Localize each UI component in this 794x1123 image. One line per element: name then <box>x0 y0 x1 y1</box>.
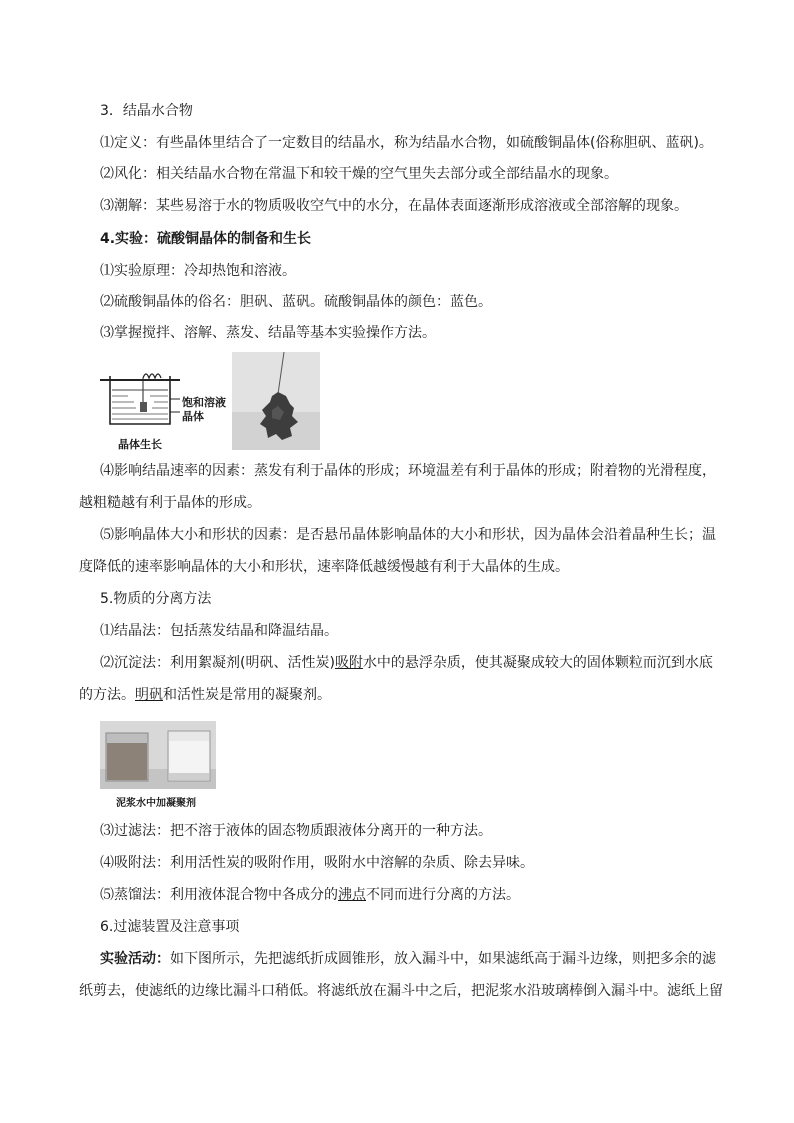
section-6-heading: 6.过滤装置及注意事项 <box>100 919 240 935</box>
section-3-heading: 3．结晶水合物 <box>100 103 193 119</box>
size-factors-line-2: 度降低的速率影响晶体的大小和形状，速率降低越缓慢越有利于大晶体的生成。 <box>79 559 569 575</box>
sedimentation-text-a: ⑵沉淀法：利用絮凝剂(明矾、活性炭) <box>100 655 335 671</box>
rate-factors-line-2: 越粗糙越有利于晶体的形成。 <box>79 495 261 511</box>
sedimentation-text-b: 水中的悬浮杂质，使其凝聚成较大的固体颗粒而沉到水底 <box>362 655 713 671</box>
crystallization-line: ⑴结晶法：包括蒸发结晶和降温结晶。 <box>100 623 338 639</box>
crystal-photo <box>232 352 320 450</box>
efflorescence-line: ⑵风化：相关结晶水合物在常温下和较干燥的空气里失去部分或全部结晶水的现象。 <box>100 166 618 182</box>
beakers-caption: 泥浆水中加凝聚剂 <box>116 798 196 809</box>
filtration-line: ⑶过滤法：把不溶于液体的固态物质跟液体分离开的一种方法。 <box>100 823 492 839</box>
distillation-text-a: ⑸蒸馏法：利用液体混合物中各成分的 <box>100 887 338 903</box>
alum-term: 明矾 <box>135 687 163 703</box>
section-5-heading: 5.物质的分离方法 <box>100 591 212 607</box>
size-factors-line-1: ⑸影响晶体大小和形状的因素：是否悬吊晶体影响晶体的大小和形状，因为晶体会沿着晶种生长；温 <box>100 527 716 543</box>
distillation-line <box>100 885 730 905</box>
sedimentation-line-2 <box>79 685 729 705</box>
beakers-photo <box>100 721 216 789</box>
deliquescence-line: ⑶潮解：某些易溶于水的物质吸收空气中的水分，在晶体表面逐渐形成溶液或全部溶解的现象。 <box>100 198 688 214</box>
adsorb-term: 吸附 <box>334 655 363 671</box>
names-line: ⑵硫酸铜晶体的俗名：胆矾、蓝矾。硫酸铜晶体的颜色：蓝色。 <box>100 294 492 310</box>
definition-line: ⑴定义：有些晶体里结合了一定数目的结晶水，称为结晶水合物，如硫酸铜晶体(俗称胆矾、蓝矾)。 <box>100 135 713 151</box>
distillation-text-b: 不同而进行分离的方法。 <box>366 887 520 903</box>
crystal-growth-caption: 晶体生长 <box>118 438 162 451</box>
operations-line: ⑶掌握搅拌、溶解、蒸发、结晶等基本实验操作方法。 <box>100 325 436 341</box>
adsorption-line: ⑷吸附法：利用活性炭的吸附作用，吸附水中溶解的杂质、除去异味。 <box>100 855 534 871</box>
saturated-solution-label: 饱和溶液 <box>182 396 226 409</box>
crystal-label: 晶体 <box>182 410 204 423</box>
sedimentation-text-d: 和活性炭是常用的凝聚剂。 <box>163 687 331 703</box>
activity-label: 实验活动： <box>100 951 170 967</box>
sedimentation-line-1 <box>100 653 730 673</box>
boiling-point-term: 沸点 <box>338 887 366 903</box>
activity-text-1: 如下图所示，先把滤纸折成圆锥形，放入漏斗中，如果滤纸高于漏斗边缘，则把多余的滤 <box>170 951 716 967</box>
rate-factors-line-1: ⑷影响结晶速率的因素：蒸发有利于晶体的形成；环境温差有利于晶体的形成；附着物的光滑程度， <box>100 463 716 479</box>
activity-line-1 <box>100 949 730 969</box>
sedimentation-text-c: 的方法。 <box>79 687 135 703</box>
section-4-heading: 4.实验：硫酸铜晶体的制备和生长 <box>100 231 312 247</box>
principle-line: ⑴实验原理：冷却热饱和溶液。 <box>100 263 296 279</box>
activity-line-2: 纸剪去，使滤纸的边缘比漏斗口稍低。将滤纸放在漏斗中之后，把泥浆水沿玻璃棒倒入漏斗中。滤纸上留 <box>79 983 723 999</box>
